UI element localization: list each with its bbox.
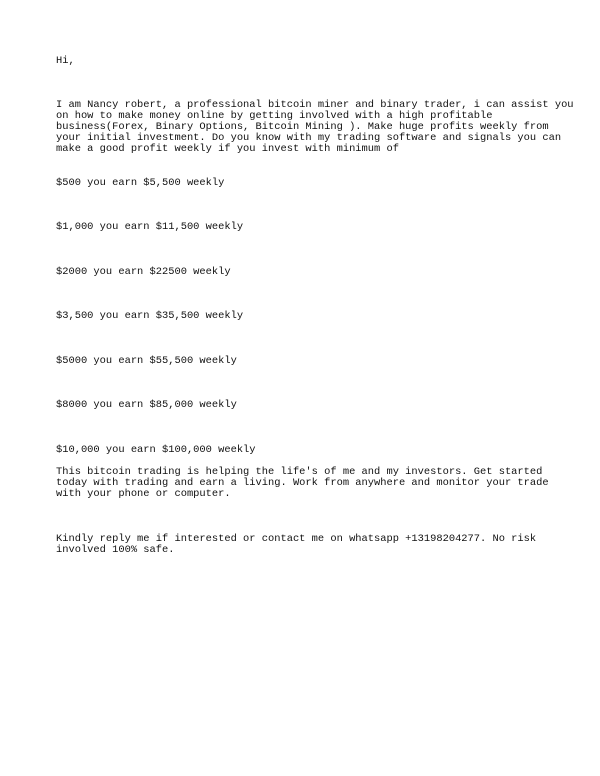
intro-line: make a good profit weekly if you invest with minimum of [56,143,399,155]
offer-line: $5000 you earn $55,500 weekly [56,355,237,367]
offer-line: $500 you earn $5,500 weekly [56,177,225,189]
intro-line: your initial investment. Do you know with my trading software and signals you can [56,132,562,144]
intro-line: I am Nancy robert, a professional bitcoin miner and binary trader, i can assist you [56,99,574,111]
offer-line: $8000 you earn $85,000 weekly [56,399,237,411]
offer-line: $1,000 you earn $11,500 weekly [56,221,244,233]
offer-line: $2000 you earn $22500 weekly [56,266,231,278]
intro-line: on how to make money online by getting involved with a high profitable [56,110,493,122]
offer-line: $3,500 you earn $35,500 weekly [56,310,244,322]
closing-line: today with trading and earn a living. Work from anywhere and monitor your trade [56,477,549,489]
closing-line: with your phone or computer. [56,488,231,500]
contact-line: involved 100% safe. [56,544,175,556]
contact-line: Kindly reply me if interested or contact me on whatsapp +13198204277. No risk [56,533,537,545]
intro-line: business(Forex, Binary Options, Bitcoin Mining ). Make huge profits weekly from [56,121,549,133]
greeting: Hi, [56,55,75,67]
closing-line: This bitcoin trading is helping the life's of me and my investors. Get started [56,466,543,478]
offer-line: $10,000 you earn $100,000 weekly [56,444,256,456]
